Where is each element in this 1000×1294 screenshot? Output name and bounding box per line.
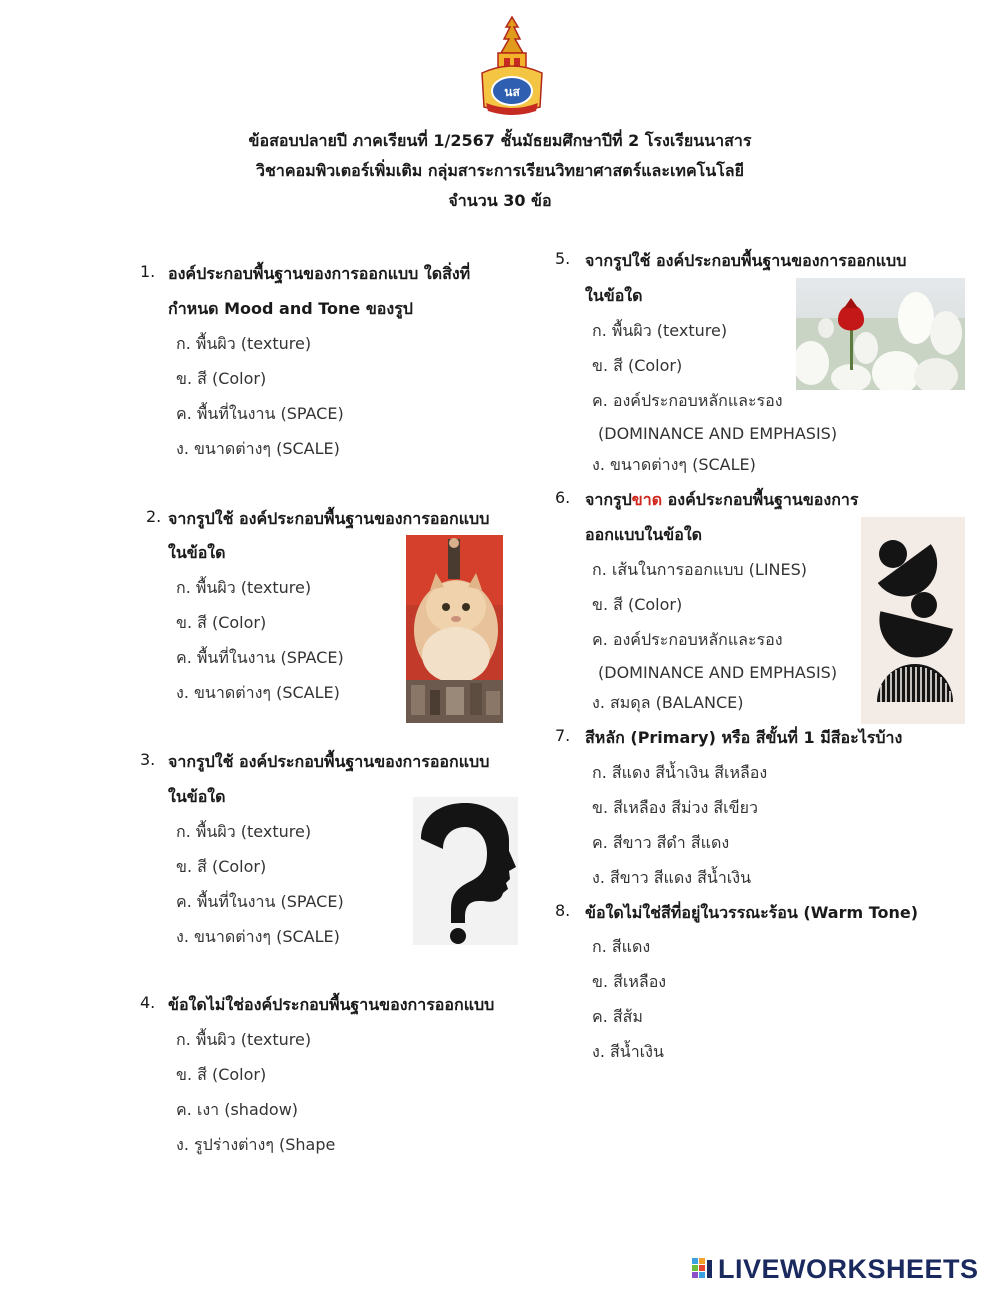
q1-option-b[interactable]: ข. สี (Color)	[176, 369, 267, 388]
q1-text-line2: กำหนด Mood and Tone ของรูป	[168, 299, 413, 318]
giant-cat-image	[406, 535, 503, 723]
q1-option-c[interactable]: ค. พื้นที่ในงาน (SPACE)	[176, 404, 344, 423]
question-count: จำนวน 30 ข้อ	[448, 191, 552, 210]
question-mark-face-image	[413, 797, 518, 945]
q2-option-c[interactable]: ค. พื้นที่ในงาน (SPACE)	[176, 648, 344, 667]
q6-option-c[interactable]: ค. องค์ประกอบหลักและรอง	[592, 630, 783, 649]
q2-option-d[interactable]: ง. ขนาดต่างๆ (SCALE)	[176, 683, 340, 702]
balance-shapes-image	[861, 517, 965, 724]
q7-option-a[interactable]: ก. สีแดง สีน้ำเงิน สีเหลือง	[592, 763, 768, 782]
q4-option-c[interactable]: ค. เงา (shadow)	[176, 1100, 299, 1119]
q4-option-d[interactable]: ง. รูปร่างต่างๆ (Shape	[176, 1135, 336, 1154]
q6-text-suffix: องค์ประกอบพื้นฐานของการ	[662, 490, 859, 509]
q1-text-line1: องค์ประกอบพื้นฐานของการออกแบบ ใดสิ่งที่	[168, 264, 471, 283]
q3-option-b[interactable]: ข. สี (Color)	[176, 857, 267, 876]
q8-option-c[interactable]: ค. สีส้ม	[592, 1007, 643, 1026]
q8-option-a[interactable]: ก. สีแดง	[592, 937, 651, 956]
q1-number: 1.	[140, 262, 156, 281]
q6-number: 6.	[555, 488, 571, 507]
subject-line: วิชาคอมพิวเตอร์เพิ่มเติม กลุ่มสาระการเรียนวิทยาศาสตร์และเทคโนโลยี	[256, 161, 744, 180]
q5-option-c[interactable]: ค. องค์ประกอบหลักและรอง	[592, 391, 783, 410]
q1-option-a[interactable]: ก. พื้นผิว (texture)	[176, 334, 312, 353]
liveworksheets-icon	[692, 1258, 714, 1280]
q3-text-line2: ในข้อใด	[168, 787, 226, 806]
q8-text-line1: ข้อใดไม่ใช่สีที่อยู่ในวรรณะร้อน (Warm Tone)	[585, 903, 919, 922]
q5-text-line1: จากรูปใช้ องค์ประกอบพื้นฐานของการออกแบบ	[585, 251, 907, 270]
q5-option-c-continued: (DOMINANCE AND EMPHASIS)	[598, 424, 838, 443]
q7-option-c[interactable]: ค. สีขาว สีดำ สีแดง	[592, 833, 730, 852]
school-emblem	[474, 15, 550, 117]
q7-option-d[interactable]: ง. สีขาว สีแดง สีน้ำเงิน	[592, 868, 752, 887]
q2-text-line1: จากรูปใช้ องค์ประกอบพื้นฐานของการออกแบบ	[168, 509, 490, 528]
q7-text-line1: สีหลัก (Primary) หรือ สีขั้นที่ 1 มีสีอะไรบ้าง	[585, 728, 903, 747]
q3-text-line1: จากรูปใช้ องค์ประกอบพื้นฐานของการออกแบบ	[168, 752, 490, 771]
q6-text-prefix: จากรูป	[585, 490, 632, 509]
q2-option-b[interactable]: ข. สี (Color)	[176, 613, 267, 632]
q7-number: 7.	[555, 726, 571, 745]
q5-option-d[interactable]: ง. ขนาดต่างๆ (SCALE)	[592, 455, 756, 474]
q5-number: 5.	[555, 249, 571, 268]
q8-option-b[interactable]: ข. สีเหลือง	[592, 972, 667, 991]
q3-option-c[interactable]: ค. พื้นที่ในงาน (SPACE)	[176, 892, 344, 911]
q3-option-d[interactable]: ง. ขนาดต่างๆ (SCALE)	[176, 927, 340, 946]
q3-option-a[interactable]: ก. พื้นผิว (texture)	[176, 822, 312, 841]
q4-option-a[interactable]: ก. พื้นผิว (texture)	[176, 1030, 312, 1049]
q6-option-d[interactable]: ง. สมดุล (BALANCE)	[592, 693, 744, 712]
q2-number: 2.	[146, 507, 162, 526]
liveworksheets-wordmark: LIVEWORKSHEETS	[718, 1253, 979, 1284]
svg-text:นส: นส	[504, 85, 520, 99]
q6-missing-word: ขาด	[631, 490, 663, 509]
q6-text-line1	[585, 488, 858, 513]
q4-option-b[interactable]: ข. สี (Color)	[176, 1065, 267, 1084]
q2-option-a[interactable]: ก. พื้นผิว (texture)	[176, 578, 312, 597]
q5-text-line2: ในข้อใด	[585, 286, 643, 305]
q6-text-line2: ออกแบบในข้อใด	[585, 525, 703, 544]
q7-option-b[interactable]: ข. สีเหลือง สีม่วง สีเขียว	[592, 798, 758, 817]
red-tulip-image	[796, 278, 965, 390]
liveworksheets-logo[interactable]	[692, 1254, 979, 1284]
q2-text-line2: ในข้อใด	[168, 543, 226, 562]
exam-title: ข้อสอบปลายปี ภาคเรียนที่ 1/2567 ชั้นมัธยมศึกษาปีที่ 2 โรงเรียนนาสาร	[248, 131, 752, 150]
q4-text-line1: ข้อใดไม่ใช่องค์ประกอบพื้นฐานของการออกแบบ	[168, 995, 495, 1014]
q8-option-d[interactable]: ง. สีน้ำเงิน	[592, 1042, 664, 1061]
q6-option-b[interactable]: ข. สี (Color)	[592, 595, 683, 614]
q6-option-c-continued: (DOMINANCE AND EMPHASIS)	[598, 663, 838, 682]
q4-number: 4.	[140, 993, 156, 1012]
q5-option-a[interactable]: ก. พื้นผิว (texture)	[592, 321, 728, 340]
q6-option-a[interactable]: ก. เส้นในการออกแบบ (LINES)	[592, 560, 808, 579]
q8-number: 8.	[555, 901, 571, 920]
q3-number: 3.	[140, 750, 156, 769]
q5-option-b[interactable]: ข. สี (Color)	[592, 356, 683, 375]
q1-option-d[interactable]: ง. ขนาดต่างๆ (SCALE)	[176, 439, 340, 458]
